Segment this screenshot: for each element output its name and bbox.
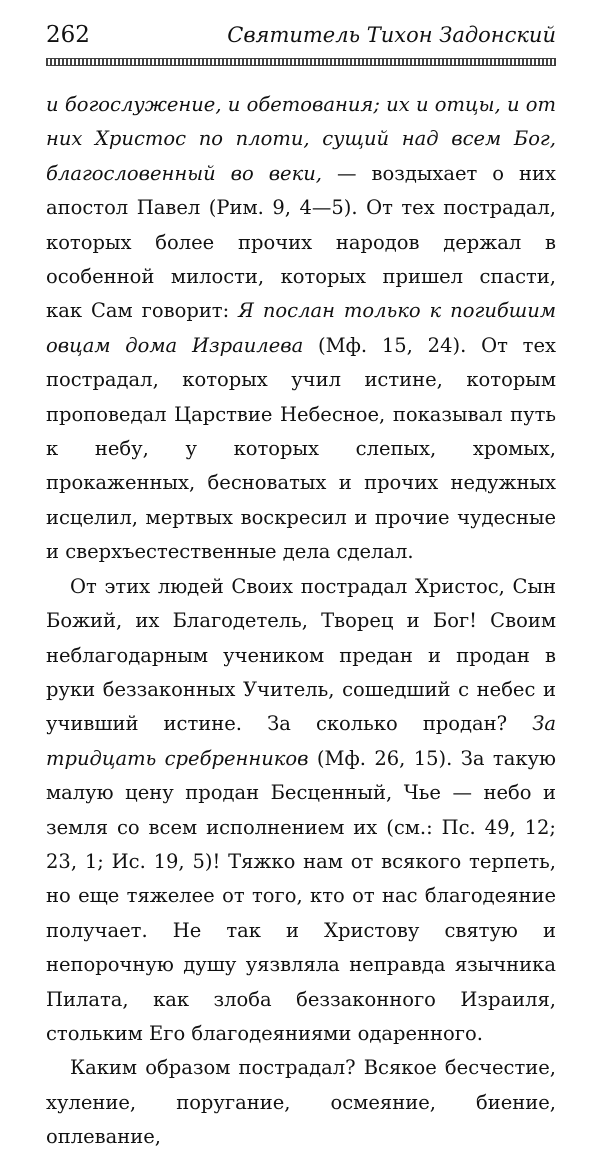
- paragraph-1-text-a: — воздыхает о них апостол Павел (Рим. 9, 4—5). От тех пострадал, которых более прочих народов держал в особенной милости, которых пришел спасти, как Сам говорит:: [46, 161, 557, 323]
- paragraph-1: [46, 88, 556, 570]
- header-rule: [46, 58, 556, 66]
- paragraph-1-text-b: (Мф. 15, 24). От тех пострадал, которых учил истине, которым проповедал Царствие Небесное, показывал путь к небу, у которых слепых, хромых, прокаженных, бесноватых и прочих недужных исцелил, мертвых воскресил и прочие чудесные и сверхъестественные дела сделал.: [46, 333, 556, 564]
- running-title: Святитель Тихон Задонский: [227, 23, 556, 47]
- page-number: 262: [46, 22, 90, 48]
- page-header: [46, 22, 556, 56]
- quote-romans: и богослужение, и обетования; их и отцы, и от них Христос по плоти, сущий над всем Бог, благословенный во веки,: [46, 93, 556, 185]
- paragraph-3: [46, 1051, 556, 1154]
- paragraph-2-text-b: (Мф. 26, 15). За такую малую цену продан Бесценный, Чье — небо и земля со всем исполнением их (см.: Пс. 49, 12; 23, 1; Ис. 19, 5)! Тяжко нам от всякого терпеть, но еще тяжелее от того, кто от нас благодеяние получает. Не так и Христову святую и непорочную душу уязвляла неправда язычника Пилата, как злоба беззаконного Израиля, стольким Его благодеяниями одаренного.: [46, 746, 556, 1045]
- quote-matthew-15: Я послан только к погибшим овцам дома Израилева: [46, 299, 556, 357]
- book-page: [46, 22, 556, 1155]
- paragraph-2-text-a: От этих людей Своих пострадал Христос, Сын Божий, их Благодетель, Творец и Бог! Своим неблагодарным учеником предан и продан в руки беззаконных Учитель, сошедший с небес и учивший истине. За сколько продан?: [46, 574, 556, 736]
- body-text: [46, 88, 556, 1155]
- paragraph-2: [46, 570, 556, 1052]
- paragraph-3-text: Каким образом пострадал? Всякое бесчестие, хуление, поругание, осмеяние, биение, оплевание,: [46, 1056, 556, 1149]
- quote-matthew-26: За тридцать сребренников: [46, 712, 556, 770]
